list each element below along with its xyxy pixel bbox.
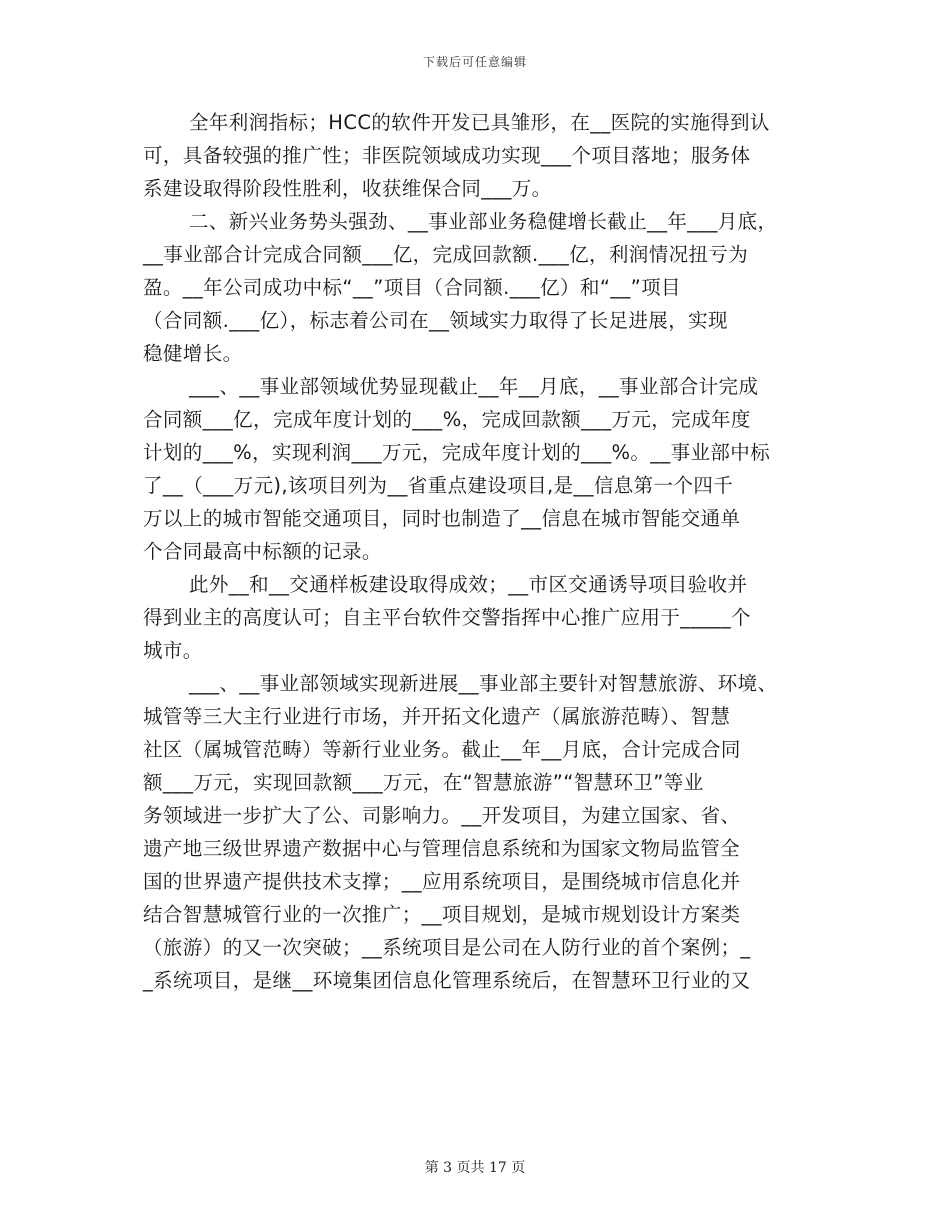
text-line: 可，具备较强的推广性；非医院领域成功实现___个项目落地；服务体 (143, 144, 751, 167)
text-line: ___、__事业部领域实现新进展__事业部主要针对智慧旅游、环境、 (189, 672, 778, 695)
text-line: 全年利润指标；HCC的软件开发已具雏形，在__医院的实施得到认 (189, 111, 770, 134)
paragraph-3 (143, 370, 843, 568)
text-line: 额___万元，实现回款额___万元，在“智慧旅游”“智慧环卫”等业 (143, 771, 704, 794)
text-line: 计划的___%，实现利润___万元，完成年度计划的___%。__事业部中标 (143, 441, 771, 464)
text-line: 个合同最高中标额的记录。 (143, 540, 382, 563)
paragraph-2 (143, 205, 843, 370)
text-line: （旅游）的又一次突破；__系统项目是公司在人防行业的首个案例；_ (143, 936, 751, 959)
text-line: 系建设取得阶段性胜利，收获维保合同___万。 (143, 177, 552, 200)
page-header: 下载后可任意编辑 (422, 55, 527, 69)
paragraph-1 (143, 106, 843, 205)
text-line: 遗产地三级世界遗产数据中心与管理信息系统和为国家文物局监管全 (143, 837, 741, 860)
text-line: 结合智慧城管行业的一次推广；__项目规划，是城市规划设计方案类 (143, 903, 741, 926)
paragraph-5 (143, 667, 843, 997)
text-line: 二、新兴业务势头强劲、__事业部业务稳健增长截止__年___月底， (189, 210, 778, 233)
text-line: _系统项目，是继__环境集团信息化管理系统后，在智慧环卫行业的又 (143, 969, 751, 992)
text-line: 稳健增长。 (143, 342, 243, 365)
text-line: 社区（属城管范畴）等新行业业务。截止__年__月底，合计完成合同 (143, 738, 741, 761)
text-line: 万以上的城市智能交通项目，同时也制造了__信息在城市智能交通单 (143, 507, 741, 530)
text-line: 此外__和__交通样板建设取得成效；__市区交通诱导项目验收并 (189, 573, 748, 596)
text-line: 合同额___亿，完成年度计划的___%，完成回款额___万元，完成年度 (143, 408, 751, 431)
paragraph-4 (143, 568, 843, 667)
text-line: （合同额.___亿），标志着公司在__领域实力取得了长足进展，实现 (143, 309, 728, 332)
page-number-footer: 第 3 页共 17 页 (424, 1160, 526, 1176)
text-line: 城管等三大主行业进行市场，并开拓文化遗产（属旅游范畴）、智慧 (143, 705, 731, 728)
text-line: 务领域进一步扩大了公、司影响力。__开发项目，为建立国家、省、 (143, 804, 741, 827)
text-line: 国的世界遗产提供技术支撑；__应用系统项目，是围绕城市信息化并 (143, 870, 741, 893)
text-line: 得到业主的高度认可；自主平台软件交警指挥中心推广应用于_____个 (143, 606, 751, 629)
text-line: 盈。__年公司成功中标“__”项目（合同额.___亿）和“__”项目 (143, 276, 681, 299)
text-line: __事业部合计完成合同额___亿，完成回款额.___亿，利润情况扭亏为 (143, 243, 749, 266)
text-line: 城市。 (143, 639, 203, 662)
text-line: 了__（___万元),该项目列为__省重点建设项目,是__信息第一个四千 (143, 474, 734, 497)
text-line: ___、__事业部领域优势显现截止__年__月底，__事业部合计完成 (189, 375, 759, 398)
document-body (143, 106, 843, 997)
